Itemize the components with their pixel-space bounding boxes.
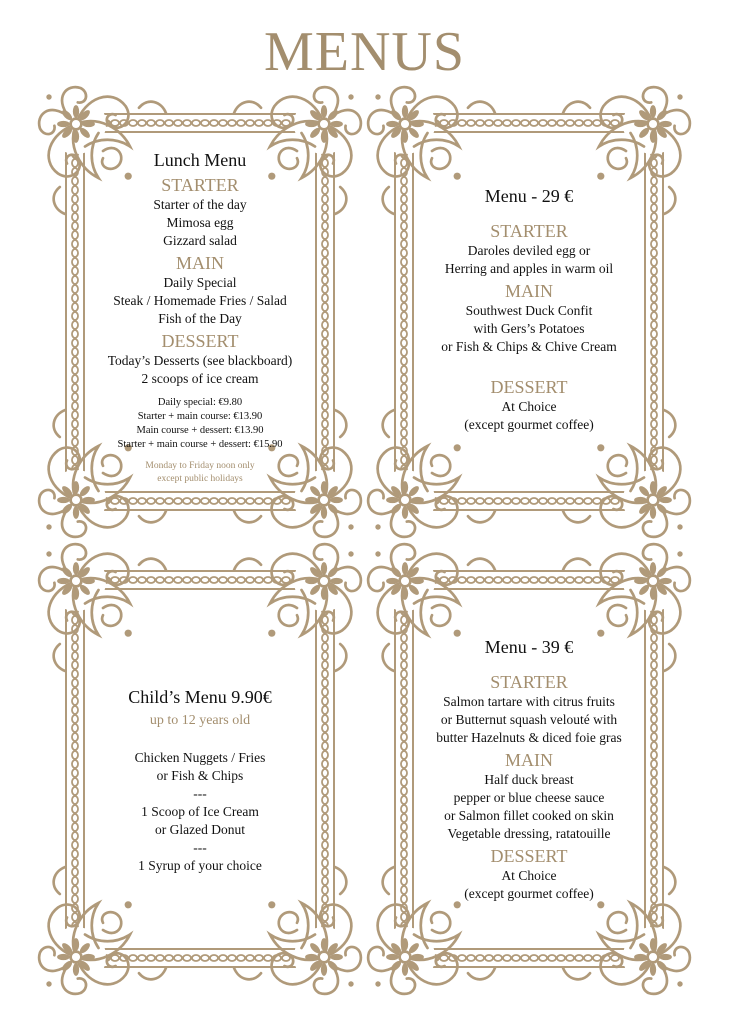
menu-item: or Fish & Chips & Chive Cream [441,339,617,354]
menu-item: At Choice [501,868,557,883]
menu-item: with Gers’s Potatoes [473,321,585,336]
menu-item: (except gourmet coffee) [464,886,594,901]
menu-item: Daily Special [163,275,237,290]
availability-note: Monday to Friday noon only [145,461,255,471]
menu-39-panel [369,545,689,993]
menu-item: Starter of the day [153,197,247,212]
menu-title: Child’s Menu 9.90€ [128,687,272,707]
menu-item: 2 scoops of ice cream [141,371,259,386]
menu-item: Chicken Nuggets / Fries [134,750,266,765]
menu-item: Mimosa egg [166,215,234,230]
lunch-menu-panel [40,88,360,536]
menu-item: or Salmon fillet cooked on skin [444,808,614,823]
menu-item: butter Hazelnuts & diced foie gras [436,730,622,745]
starter-heading: STARTER [490,672,568,692]
menu-item: 1 Syrup of your choice [138,858,262,873]
price-line: Main course + dessert: €13.90 [136,425,264,436]
menu-item: Fish of the Day [158,311,242,326]
menu-item: pepper or blue cheese sauce [453,790,605,805]
menu-item: Today’s Desserts (see blackboard) [107,353,293,368]
dessert-heading: DESSERT [490,846,568,866]
main-heading: MAIN [505,281,553,301]
main-heading: MAIN [176,253,224,273]
menu-item: Herring and apples in warm oil [444,261,614,276]
menu-title: Lunch Menu [153,150,247,170]
dessert-heading: DESSERT [490,377,568,397]
starter-heading: STARTER [490,221,568,241]
menu-separator: --- [193,786,207,801]
menu-29-content [409,184,649,434]
menu-item: Half duck breast [484,772,574,787]
menu-item: At Choice [501,399,557,414]
menu-title: Menu - 39 € [484,637,574,657]
menu-item: Southwest Duck Confit [465,303,593,318]
menu-item: Gizzard salad [163,233,237,248]
menu-item: Steak / Homemade Fries / Salad [113,293,287,308]
age-subtitle: up to 12 years old [149,713,251,728]
page-title: MENUS [263,21,466,83]
menu-item: (except gourmet coffee) [464,417,594,432]
menu-separator: --- [193,840,207,855]
lunch-menu-content [80,148,320,486]
childs-menu-panel [40,545,360,993]
menu-item: or Glazed Donut [155,822,245,837]
price-line: Starter + main course: €13.90 [137,411,263,422]
price-line: Starter + main course + dessert: €15.90 [117,439,283,450]
childs-menu-content [80,685,320,875]
menu-item: or Fish & Chips [156,768,244,783]
price-line: Daily special: €9.80 [157,397,243,408]
menu-item: Salmon tartare with citrus fruits [443,694,615,709]
dessert-heading: DESSERT [161,331,239,351]
menu-item: Vegetable dressing, ratatouille [447,826,611,841]
menu-39-content [409,635,649,903]
availability-note: except public holidays [157,474,243,484]
main-heading: MAIN [505,750,553,770]
menu-item: Daroles deviled egg or [467,243,591,258]
menu-item: 1 Scoop of Ice Cream [141,804,259,819]
menu-29-panel [369,88,689,536]
menu-title: Menu - 29 € [484,186,574,206]
menu-item: or Butternut squash velouté with [440,712,618,727]
starter-heading: STARTER [161,175,239,195]
